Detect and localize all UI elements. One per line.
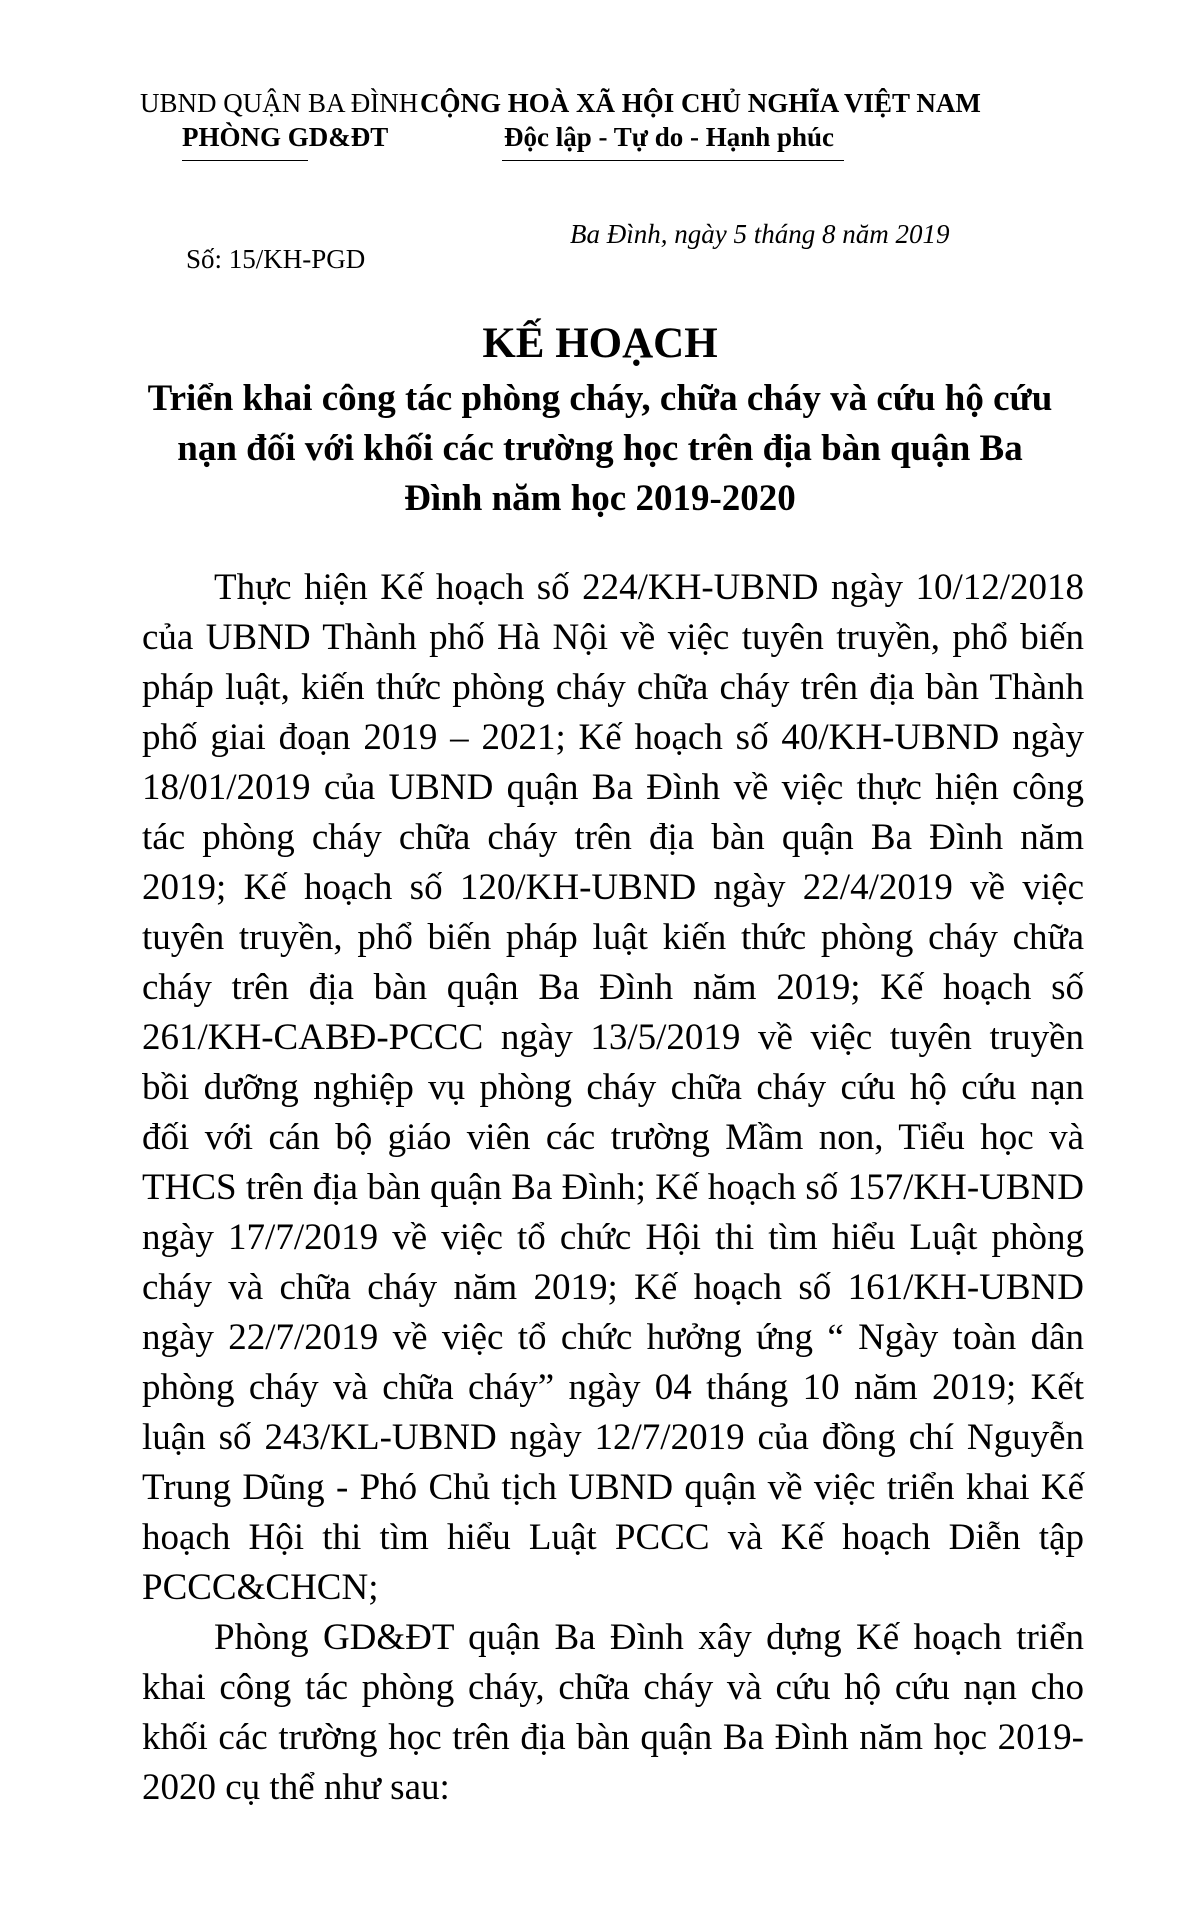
document-subtitle: Triển khai công tác phòng cháy, chữa cháy và cứu hộ cứu nạn đối với khối các trường học trên địa bàn quận Ba Đình năm học 2019-2020 [147, 378, 1053, 519]
body-paragraph-1: Thực hiện Kế hoạch số 224/KH-UBND ngày 10/12/2018 của UBND Thành phố Hà Nội về việc tuyên truyền, phổ biến pháp luật, kiến thức phòng cháy chữa cháy trên địa bàn Thành phố giai đoạn 2019 – 2021; Kế hoạch số 40/KH-UBND ngày 18/01/2019 của UBND quận Ba Đình về việc thực hiện công tác phòng cháy chữa cháy trên địa bàn quận Ba Đình năm 2019; Kế hoạch số 120/KH-UBND ngày 22/4/2019 về việc tuyên truyền, phổ biến pháp luật kiến thức phòng cháy chữa cháy trên địa bàn quận Ba Đình năm 2019; Kế hoạch số 261/KH-CABĐ-PCCC ngày 13/5/2019 về việc tuyên truyền bồi dưỡng nghiệp vụ phòng cháy chữa cháy cứu hộ cứu nạn đối với cán bộ giáo viên các trường Mầm non, Tiểu học và THCS trên địa bàn quận Ba Đình; Kế hoạch số 157/KH-UBND ngày 17/7/2019 về việc tổ chức Hội thi tìm hiểu Luật phòng cháy và chữa cháy năm 2019; Kế hoạch số 161/KH-UBND ngày 22/7/2019 về việc tổ chức hưởng ứng “ Ngày toàn dân phòng cháy và chữa cháy” ngày 04 tháng 10 năm 2019; Kết luận số 243/KL-UBND ngày 12/7/2019 của đồng chí Nguyễn Trung Dũng - Phó Chủ tịch UBND quận về việc triển khai Kế hoạch Hội thi tìm hiểu Luật PCCC và Kế hoạch Diễn tập PCCC&CHCN; [142, 567, 1084, 1608]
document-number: Số: 15/KH-PGD [186, 244, 366, 274]
national-title: CỘNG HOÀ XÃ HỘI CHỦ NGHĨA VIỆT NAM [420, 88, 981, 118]
issuing-agency: UBND QUẬN BA ĐÌNH [140, 88, 419, 118]
issuing-agency-block [140, 86, 440, 161]
document-body [142, 563, 1084, 1813]
agency-underline [182, 160, 308, 161]
national-motto: Độc lập - Tự do - Hạnh phúc [504, 122, 835, 152]
motto-underline [502, 160, 844, 161]
national-motto-block [420, 86, 980, 161]
issuing-department: PHÒNG GD&ĐT [182, 122, 389, 152]
document-title: KẾ HOẠCH [482, 320, 718, 367]
body-paragraph-2: Phòng GD&ĐT quận Ba Đình xây dựng Kế hoạch triển khai công tác phòng cháy, chữa cháy và cứu hộ cứu nạn cho khối các trường học trên địa bàn quận Ba Đình năm học 2019-2020 cụ thể như sau: [142, 1617, 1084, 1808]
place-date: Ba Đình, ngày 5 tháng 8 năm 2019 [570, 219, 950, 249]
